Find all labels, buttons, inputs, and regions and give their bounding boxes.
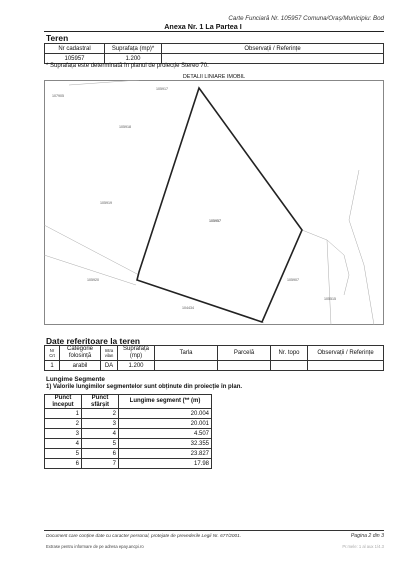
label-left-bottom: 105920 [87, 278, 99, 282]
plan-title: DETALII LINIARE IMOBIL [182, 74, 246, 80]
seg-cell: 2 [82, 409, 119, 419]
referitoare-table [44, 345, 384, 371]
seg-cell: 4 [45, 439, 82, 449]
parcel-polygon [137, 88, 302, 322]
seg-cell: 5 [45, 449, 82, 459]
segmente-title: Lungime Segmente [46, 376, 105, 383]
seg-cell: 23.827 [119, 449, 212, 459]
ref-cell: 1 [45, 361, 60, 371]
ref-cell [271, 361, 308, 371]
teren-cell: 105957 [45, 54, 105, 64]
ref-cell [218, 361, 271, 371]
teren-data-row [45, 54, 384, 64]
teren-cell [162, 54, 384, 64]
referitoare-header-row [45, 346, 384, 361]
footer-divider [44, 530, 384, 531]
teren-header-cell: Suprafața (mp)* [105, 44, 162, 54]
page-number: Pagina 2 din 3 [350, 533, 384, 539]
neighbor-lines [44, 80, 374, 325]
label-top-small: 105917 [156, 87, 168, 91]
footer-extract: Extrase pentru informare de pe adresa epay.ancpi.ro [46, 544, 144, 549]
plan-frame [45, 81, 384, 325]
seg-cell: 3 [82, 419, 119, 429]
seg-cell: 17.98 [119, 459, 212, 469]
seg-cell: 20.001 [119, 419, 212, 429]
seg-cell: 2 [45, 419, 82, 429]
segmente-row [45, 459, 212, 469]
seg-header-cell: Punct sfârșit [82, 395, 119, 409]
seg-cell: 5 [82, 439, 119, 449]
ref-cell [308, 361, 384, 371]
seg-cell: 4.507 [119, 429, 212, 439]
teren-header-row [45, 44, 384, 54]
seg-cell: 4 [82, 429, 119, 439]
seg-cell: 7 [82, 459, 119, 469]
ref-header-cell: Intra vilan [101, 346, 118, 361]
footer-note: Document care conține date cu caracter personal, protejate de prevederile Legii Nr. 677/2001. [46, 533, 241, 538]
seg-header-cell: Lungime segment (** (m) [119, 395, 212, 409]
segmente-row [45, 449, 212, 459]
segmente-row [45, 419, 212, 429]
seg-cell: 1 [45, 409, 82, 419]
ref-cell [155, 361, 218, 371]
segmente-table [44, 394, 212, 469]
label-right-bottom: 105515 [324, 297, 336, 301]
label-parcel-number: 105957 [209, 219, 221, 223]
label-left-mid2: 105919 [100, 201, 112, 205]
segmente-subtitle: 1) Valorile lungimilor segmentelor sunt obținute din proiecție în plan. [46, 384, 243, 390]
teren-header-cell: Observații / Referințe [162, 44, 384, 54]
ref-header-cell: Observații / Referințe [308, 346, 384, 361]
referitoare-section-title: Date referitoare la teren [46, 336, 141, 346]
teren-section-title: Teren [46, 33, 69, 43]
label-bottom-mid: 104434 [182, 306, 194, 310]
ref-header-cell: Nr. topo [271, 346, 308, 361]
teren-cell: 1.200 [105, 54, 162, 64]
carte-funciara-header: Carte Funciară Nr. 105957 Comuna/Oraș/Municipiu: Bod [228, 15, 384, 22]
ref-header-cell: Parcelă [218, 346, 271, 361]
teren-table [44, 43, 384, 64]
seg-cell: 32.355 [119, 439, 212, 449]
ref-header-cell: Suprafața (mp) [118, 346, 155, 361]
segmente-row [45, 409, 212, 419]
teren-footnote: * Suprafața este determinată în planul de proiecție Stereo 70. [46, 63, 209, 69]
ref-header-cell: Tarla [155, 346, 218, 361]
parcel-plan [44, 80, 384, 325]
segmente-row [45, 439, 212, 449]
seg-cell: 3 [45, 429, 82, 439]
teren-header-cell: Nr cadastral [45, 44, 105, 54]
label-right-mid: 105907 [287, 278, 299, 282]
label-left-top: 107905 [52, 94, 64, 98]
seg-cell: 6 [82, 449, 119, 459]
seg-header-cell: Punct început [45, 395, 82, 409]
ref-cell: DA [101, 361, 118, 371]
segmente-header-row [45, 395, 212, 409]
ref-cell: 1.200 [118, 361, 155, 371]
ref-header-cell: Nr Crt [45, 346, 60, 361]
ref-cell: arabil [60, 361, 101, 371]
footer-faint-text: Pr.mele: 1 al aux 1/4.3 [342, 544, 384, 549]
referitoare-data-row [45, 361, 384, 371]
anexa-title: Anexa Nr. 1 La Partea I [164, 22, 242, 31]
header-divider [44, 31, 384, 32]
seg-cell: 6 [45, 459, 82, 469]
segmente-row [45, 429, 212, 439]
ref-header-cell: Categorie folosință [60, 346, 101, 361]
seg-cell: 20.004 [119, 409, 212, 419]
label-left-mid1: 105918 [119, 125, 131, 129]
